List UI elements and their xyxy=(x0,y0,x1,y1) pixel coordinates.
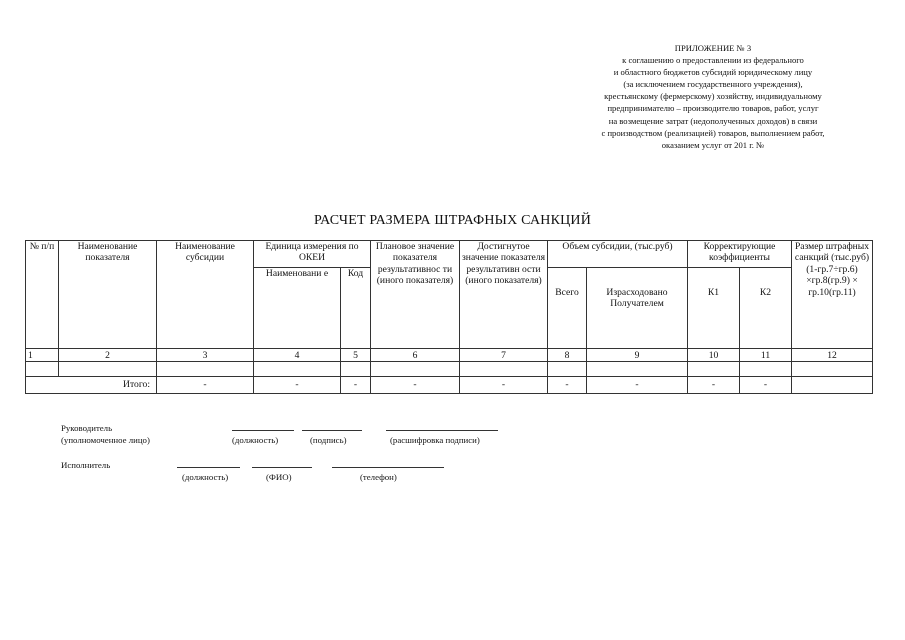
header-num: № п/п xyxy=(26,241,59,349)
page-title: РАСЧЕТ РАЗМЕРА ШТРАФНЫХ САНКЦИЙ xyxy=(313,213,592,228)
column-number: 5 xyxy=(341,349,371,362)
table-cell[interactable] xyxy=(740,362,792,377)
appendix-line: оказанием услуг от 201 г. № xyxy=(661,139,765,150)
column-number: 8 xyxy=(548,349,587,362)
table-cell[interactable] xyxy=(460,362,548,377)
header-volume: Объем субсидии, (тыс.руб) xyxy=(548,241,688,268)
total-cell: - xyxy=(460,377,548,394)
table-cell[interactable] xyxy=(26,362,59,377)
total-label: Итого: xyxy=(26,377,157,394)
appendix-line: ПРИЛОЖЕНИЕ № 3 xyxy=(674,43,752,53)
appendix-line: (за исключением государственного учреждения), xyxy=(623,79,803,90)
column-number: 11 xyxy=(740,349,792,362)
header-unit-name: Наименовани е xyxy=(254,268,341,349)
header-indicator: Наименование показателя xyxy=(59,241,157,349)
header-unit-code: Код xyxy=(341,268,371,349)
total-cell: - xyxy=(688,377,740,394)
header-coefficients: Корректирующие коэффициенты xyxy=(688,241,792,268)
appendix-line: и областного бюджетов субсидий юридическому лицу xyxy=(613,67,813,78)
appendix-line: на возмещение затрат (недополученных доходов) в связи xyxy=(608,115,818,126)
column-number: 2 xyxy=(59,349,157,362)
column-number: 7 xyxy=(460,349,548,362)
total-cell: - xyxy=(341,377,371,394)
column-numbers-row xyxy=(26,349,873,362)
table-row xyxy=(26,362,873,377)
header-penalty: Размер штрафных санкций (тыс.руб) (1-гр.7÷гр.6) ×гр.8(гр.9) × гр.10(гр.11) xyxy=(792,241,873,349)
header-k2: К2 xyxy=(740,268,792,349)
exec-position-line[interactable] xyxy=(177,467,240,468)
appendix-line: предпринимателю – производителю товаров, работ, услуг xyxy=(607,103,819,114)
table-cell[interactable] xyxy=(59,362,157,377)
head-label: Руководитель xyxy=(61,423,113,433)
total-cell: - xyxy=(254,377,341,394)
exec-name-line[interactable] xyxy=(252,467,312,468)
table-cell[interactable] xyxy=(157,362,254,377)
header-planned: Плановое значение показателя результативнос ти (иного показателя) xyxy=(371,241,460,349)
header-achieved: Достигнутое значение показателя результативн ости (иного показателя) xyxy=(460,241,548,349)
executor-label: Исполнитель xyxy=(61,460,111,470)
exec-phone-caption: (телефон) xyxy=(360,472,397,482)
table-cell[interactable] xyxy=(254,362,341,377)
appendix-header xyxy=(568,42,858,151)
header-unit: Единица измерения по ОКЕИ xyxy=(254,241,371,268)
appendix-line: крестьянскому (фермерскому) хозяйству, индивидуальному xyxy=(604,91,822,102)
table-cell[interactable] xyxy=(688,362,740,377)
total-row xyxy=(26,377,873,394)
table-cell[interactable] xyxy=(548,362,587,377)
total-cell: - xyxy=(371,377,460,394)
column-number: 3 xyxy=(157,349,254,362)
total-cell: - xyxy=(157,377,254,394)
head-position-caption: (должность) xyxy=(232,435,279,445)
total-cell xyxy=(792,377,873,394)
total-cell: - xyxy=(548,377,587,394)
column-number: 1 xyxy=(26,349,59,362)
head-signature-caption: (подпись) xyxy=(310,435,347,445)
head-signature-line[interactable] xyxy=(302,430,362,431)
header-k1: К1 xyxy=(688,268,740,349)
header-volume-total: Всего xyxy=(548,268,587,349)
column-number: 6 xyxy=(371,349,460,362)
header-subsidy: Наименование субсидии xyxy=(157,241,254,349)
table-cell[interactable] xyxy=(371,362,460,377)
column-number: 9 xyxy=(587,349,688,362)
head-label-sub: (уполномоченное лицо) xyxy=(61,435,150,445)
table-cell[interactable] xyxy=(341,362,371,377)
table-cell[interactable] xyxy=(792,362,873,377)
exec-position-caption: (должность) xyxy=(182,472,229,482)
total-cell: - xyxy=(587,377,688,394)
header-volume-spent: Израсходовано Получателем xyxy=(587,268,688,349)
column-number: 12 xyxy=(792,349,873,362)
appendix-line: с производством (реализацией) товаров, выполнением работ, xyxy=(601,127,825,138)
column-number: 10 xyxy=(688,349,740,362)
exec-name-caption: (ФИО) xyxy=(266,472,292,482)
head-position-line[interactable] xyxy=(232,430,294,431)
column-number: 4 xyxy=(254,349,341,362)
appendix-line: к соглашению о предоставлении из федерального xyxy=(622,55,804,66)
table-cell[interactable] xyxy=(587,362,688,377)
head-decoding-caption: (расшифровка подписи) xyxy=(390,435,480,445)
exec-phone-line[interactable] xyxy=(332,467,444,468)
total-cell: - xyxy=(740,377,792,394)
head-decoding-line[interactable] xyxy=(386,430,498,431)
penalty-table xyxy=(25,240,873,394)
